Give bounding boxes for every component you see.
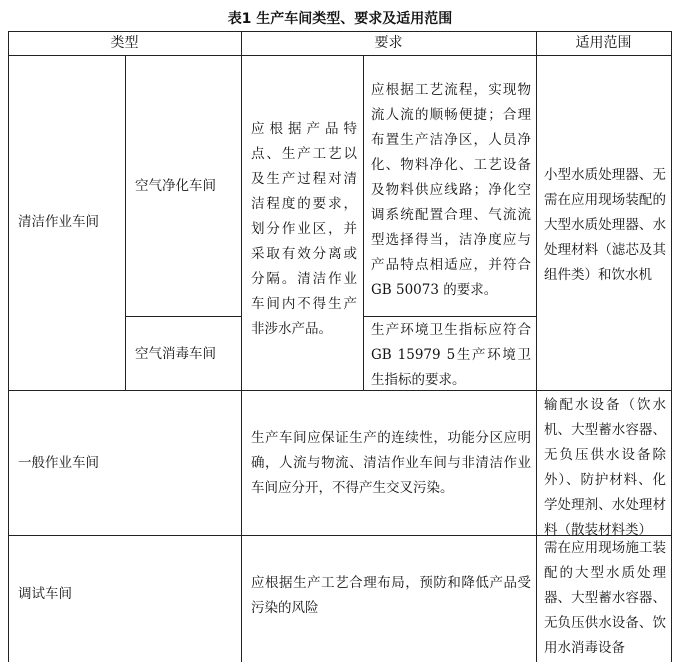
header-scope: 适用范围: [575, 35, 632, 51]
header-type: 类型: [110, 35, 139, 51]
air-disinfection-requirement: 生产环境卫生指标应符合GB 15979 5生产环境卫生指标的要求。: [371, 322, 531, 388]
header-requirement: 要求: [374, 35, 403, 51]
debug-scope: 需在应用现场施工装配的大型水质处理器、大型蓄水容器、无负压供水设备、饮用水消毒设备: [544, 540, 666, 656]
air-disinfection-label: 空气消毒车间: [135, 346, 216, 362]
air-purification-requirement: 应根据工艺流程，实现物流人流的顺畅便捷；合理布置生产洁净区，人员净化、物料净化、工艺设备及物料供应线路；净化空调系统配置合理、气流流型选择得当，洁净度应与产品特点相适应，并符合GB 50073 的要求。: [371, 82, 531, 298]
debug-requirement: 应根据生产工艺合理布局，预防和降低产品受污染的风险: [251, 575, 531, 616]
general-scope: 输配水设备（饮水机、大型蓄水容器、无负压供水设备除外）、防护材料、化学处理剂、水处理材料（散装材料类）: [544, 397, 666, 538]
clean-workshop-name: 清洁作业车间: [18, 214, 99, 230]
general-requirement: 生产车间应保证生产的连续性，功能分区应明确，人流与物流、清洁作业车间与非清洁作业车间应分开，不得产生交叉污染。: [251, 430, 531, 496]
table-caption: 表1 生产车间类型、要求及适用范围: [227, 11, 453, 27]
air-purification-label: 空气净化车间: [135, 178, 216, 194]
general-workshop-name: 一般作业车间: [18, 455, 99, 471]
debug-workshop-name: 调试车间: [18, 586, 72, 602]
clean-shared-requirement: 应根据产品特点、生产工艺以及生产过程对清洁程度的要求，划分作业区，并采取有效分离或分隔。清洁作业车间内不得生产非涉水产品。: [251, 121, 357, 337]
clean-scope: 小型水质处理器、无需在应用现场装配的大型水质处理器、水处理材料（滤芯及其组件类）和饮水机: [544, 167, 666, 283]
